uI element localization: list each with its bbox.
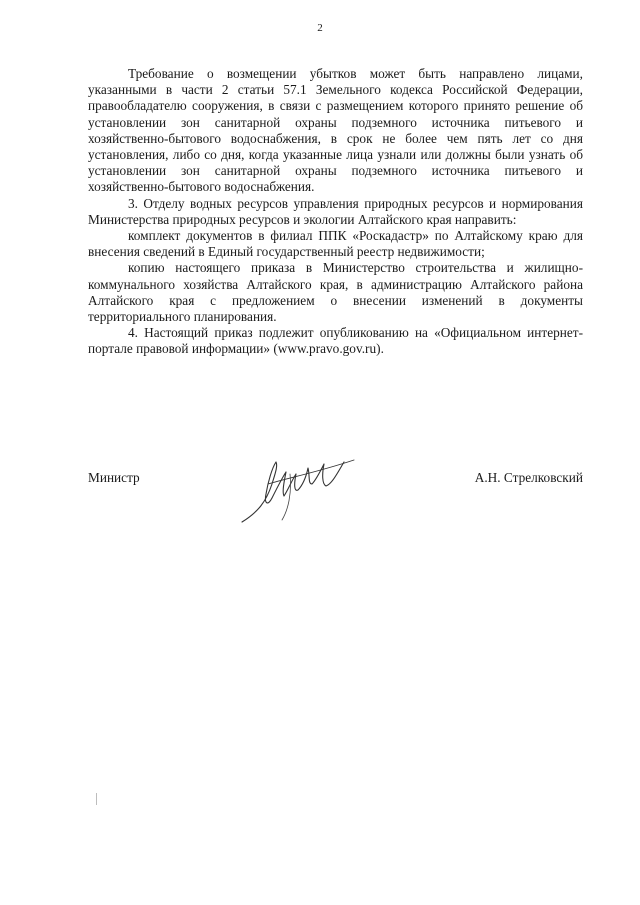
paragraph-item-3: 3. Отделу водных ресурсов управления природных ресурсов и нормирования Министерства природных ресурсов и экологии Алтайского края направить: (88, 195, 583, 227)
paragraph-item-3-documents: комплект документов в филиал ППК «Роскадастр» по Алтайскому краю для внесения сведений в Единый государственный реестр недвижимости; (88, 228, 583, 260)
signature-block (88, 470, 583, 530)
scan-mark (96, 793, 97, 805)
paragraph-damages-claim: Требование о возмещении убытков может быть направлено лицами, указанными в части 2 статьи 57.1 Земельного кодекса Российской Федерации, правообладателю сооружения, в связи с размещением которого принято решение об установлении зон санитарной охраны подземного источника питьевого и хозяйственно-бытового водоснабжения, в срок не более чем пять лет со дня установления, либо со дня, когда указанные лица узнали или должны были узнать об установлении зон санитарной охраны подземного источника питьевого и хозяйственно-бытового водоснабжения. (88, 66, 583, 195)
signer-position: Министр (88, 470, 140, 485)
document-body (88, 66, 583, 358)
paragraph-item-3-order-copy: копию настоящего приказа в Министерство строительства и жилищно-коммунального хозяйства Алтайского края, в администрацию Алтайского района Алтайского края с предложением о внесении изменений в документы территориального планирования. (88, 260, 583, 325)
paragraph-item-4: 4. Настоящий приказ подлежит опубликованию на «Официальном интернет-портале правовой информации» (www.pravo.gov.ru). (88, 325, 583, 357)
handwritten-signature (228, 454, 378, 529)
signer-name: А.Н. Стрелковский (474, 470, 583, 485)
page-number: 2 (317, 22, 323, 34)
